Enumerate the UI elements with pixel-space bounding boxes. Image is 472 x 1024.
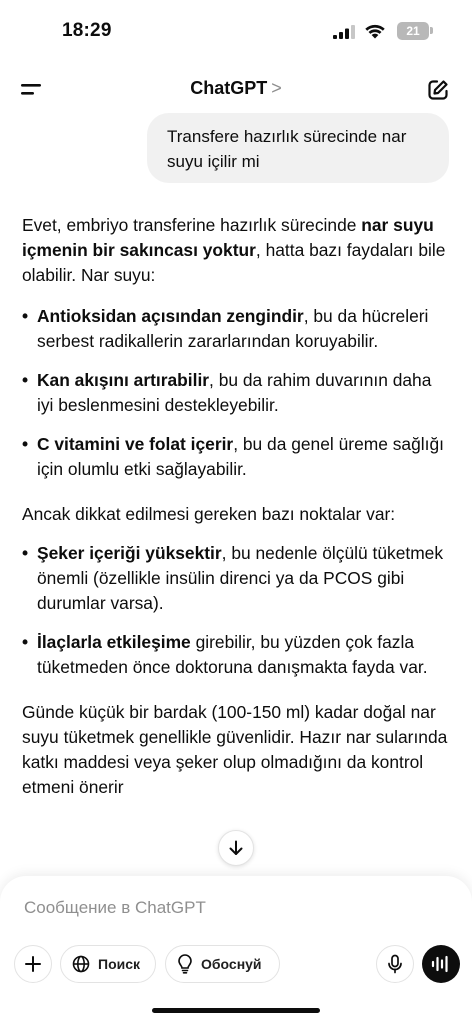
list-item-text: , bu da rahim duvarının daha iyi beslenmesini destekleyebilir. [37,370,432,415]
attach-button[interactable] [14,945,52,983]
list-item [22,304,450,354]
arrow-down-icon [227,839,245,857]
status-bar [0,0,472,60]
intro-text-1: Evet, embriyo transferine hazırlık sürecinde [22,215,362,235]
reason-button[interactable] [165,945,280,983]
list-item-text: , bu nedenle ölçülü tüketmek önemli (özellikle insülin direnci ya da PCOS gibi durumlar varsa). [37,543,444,613]
search-label: Поиск [98,956,141,972]
cautions-list [22,541,450,680]
list-item-text: , bu da hücreleri serbest radikallerin zararlarından koruyabilir. [37,306,429,351]
voice-mode-button[interactable] [422,945,460,983]
composer [0,876,472,1024]
lightbulb-icon [177,954,193,974]
assistant-message [22,213,450,800]
list-item [22,630,450,680]
list-item-text: girebilir, bu yüzden çok fazla tüketmeden önce doktoruna danışmakta fayda var. [37,632,428,677]
plus-icon [24,955,42,973]
battery-icon [397,22,429,40]
list-item-bold: Şeker içeriği yüksektir [37,543,222,563]
home-indicator [152,1008,320,1013]
battery-level: 21 [406,24,420,38]
intro-paragraph [22,213,450,288]
list-item [22,541,450,616]
edit-icon[interactable] [426,78,450,102]
status-time: 18:29 [62,20,112,41]
dictate-button[interactable] [376,945,414,983]
model-selector[interactable] [0,78,472,99]
list-item-bold: İlaçlarla etkileşime [37,632,191,652]
list-item-bold: C vitamini ve folat içerir [37,434,234,454]
search-button[interactable] [60,945,156,983]
message-input[interactable]: Сообщение в ChatGPT [24,898,206,917]
scroll-to-bottom-button[interactable] [218,830,254,866]
microphone-icon [387,954,403,974]
list-item-bold: Kan akışını artırabilir [37,370,210,390]
benefits-list [22,304,450,482]
signal-icon [333,25,355,39]
chat-header [0,70,472,110]
globe-icon [72,955,90,973]
user-message-bubble [147,113,449,183]
intro-bold: nar suyu içmenin bir sakıncası yoktur [22,215,434,260]
wifi-icon [364,22,386,39]
voice-waveform-icon [431,955,451,973]
caution-intro: Ancak dikkat edilmesi gereken bazı noktalar var: [22,504,396,524]
model-name: ChatGPT [190,78,268,98]
closing-paragraph: Günde küçük bir bardak (100-150 ml) kadar doğal nar suyu tüketmek genellikle güvenlidir. Hazır nar sularında katkı maddesi veya şeker olup olmadığını da kontrol etmeni önerir [22,702,448,797]
list-item [22,368,450,418]
battery-cap [430,27,433,34]
intro-text-2: , hatta bazı faydaları bile olabilir. Nar suyu: [22,240,446,285]
reason-label: Обоснуй [201,956,262,972]
list-item-bold: Antioksidan açısından zengindir [37,306,304,326]
list-item [22,432,450,482]
list-item-text: , bu da genel üreme sağlığı için olumlu etki sağlayabilir. [37,434,444,479]
chevron-right-icon: > [271,78,282,98]
user-message-text: Transfere hazırlık sürecinde nar suyu içilir mi [167,127,407,171]
